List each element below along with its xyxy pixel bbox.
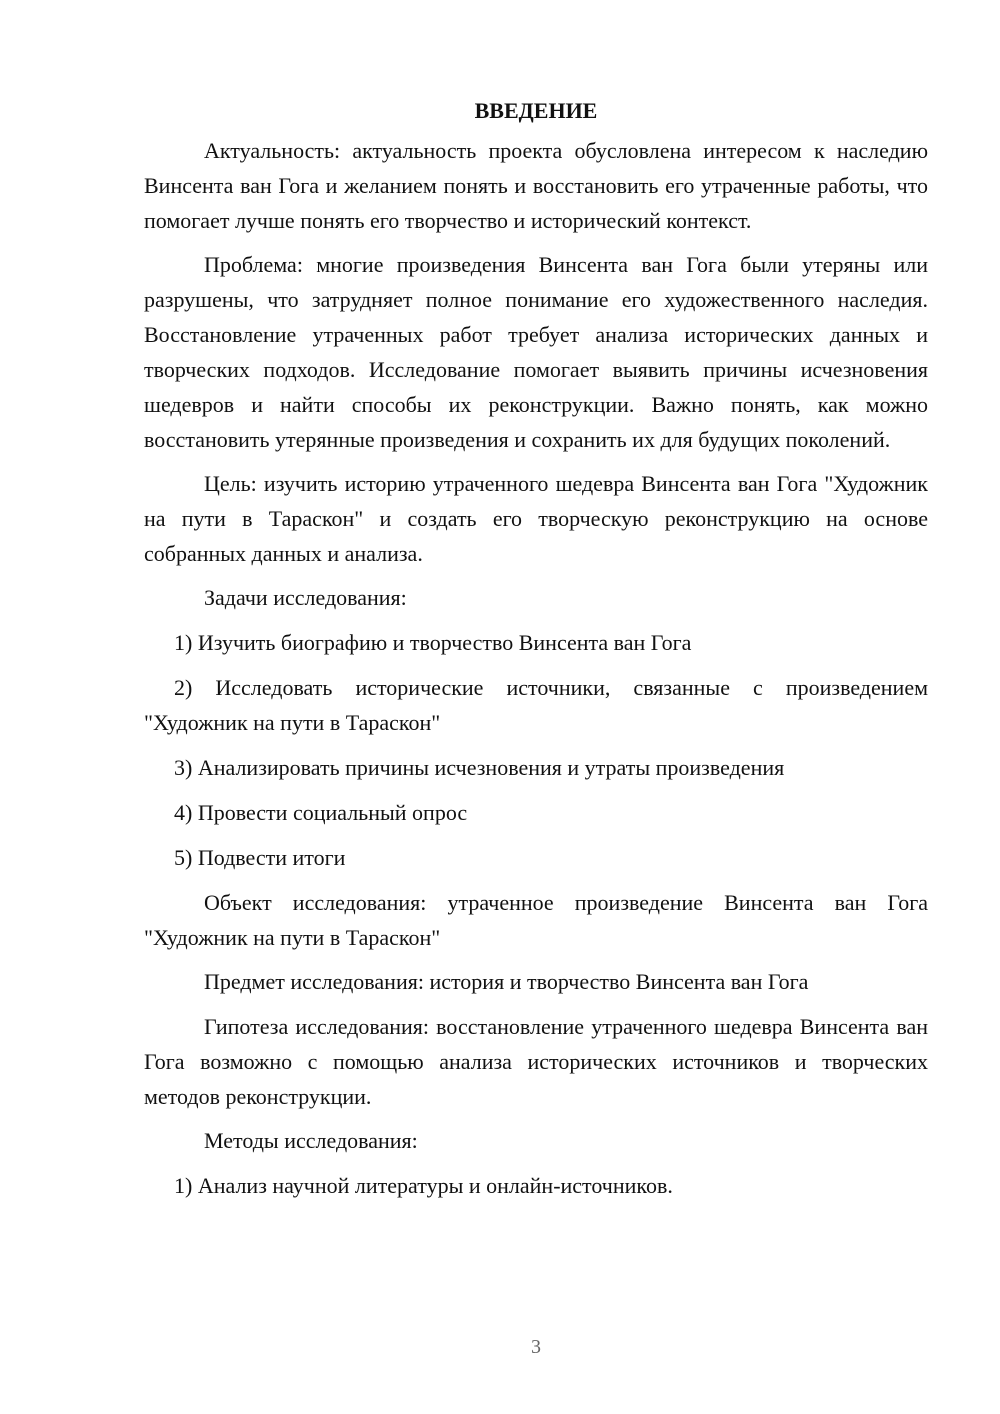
- object-paragraph: Объект исследования: утраченное произведение Винсента ван Гога "Художник на пути в Тараскон": [144, 890, 928, 950]
- methods-heading: Методы исследования:: [204, 1128, 418, 1153]
- task-item-4: 4) Провести социальный опрос: [174, 800, 468, 825]
- problem-paragraph: Проблема: многие произведения Винсента ван Гога были утеряны или разрушены, что затрудняет полное понимание его художественного наследия. Восстановление утраченных работ требует анализа исторических данных и творческих подходов. Исследование помогает выявить причины исчезновения шедевров и найти способы их реконструкции. Важно понять, как можно восстановить утерянные произведения и сохранить их для будущих поколений.: [144, 252, 928, 452]
- goal-paragraph: Цель: изучить историю утраченного шедевра Винсента ван Гога "Художник на пути в Тараскон" и создать его творческую реконструкцию на основе собранных данных и анализа.: [144, 471, 928, 566]
- task-item-5: 5) Подвести итоги: [174, 845, 346, 870]
- document-page: [144, 96, 928, 1213]
- task-item-3: 3) Анализировать причины исчезновения и утраты произведения: [174, 755, 785, 780]
- relevance-paragraph: Актуальность: актуальность проекта обусловлена интересом к наследию Винсента ван Гога и желанием понять и восстановить его утраченные работы, что помогает лучше понять его творчество и исторический контекст.: [144, 138, 928, 233]
- page-number: 3: [531, 1336, 541, 1358]
- section-heading: ВВЕДЕНИЕ: [474, 98, 598, 123]
- subject-paragraph: Предмет исследования: история и творчество Винсента ван Гога: [204, 969, 809, 994]
- task-item-1: 1) Изучить биографию и творчество Винсента ван Гога: [174, 630, 692, 655]
- hypothesis-paragraph: Гипотеза исследования: восстановление утраченного шедевра Винсента ван Гога возможно с помощью анализа исторических источников и творческих методов реконструкции.: [144, 1014, 928, 1109]
- task-item-2: 2) Исследовать исторические источники, связанные с произведением "Художник на пути в Тараскон": [144, 675, 928, 735]
- tasks-heading: Задачи исследования:: [204, 585, 407, 610]
- method-item-1: 1) Анализ научной литературы и онлайн-источников.: [174, 1173, 673, 1198]
